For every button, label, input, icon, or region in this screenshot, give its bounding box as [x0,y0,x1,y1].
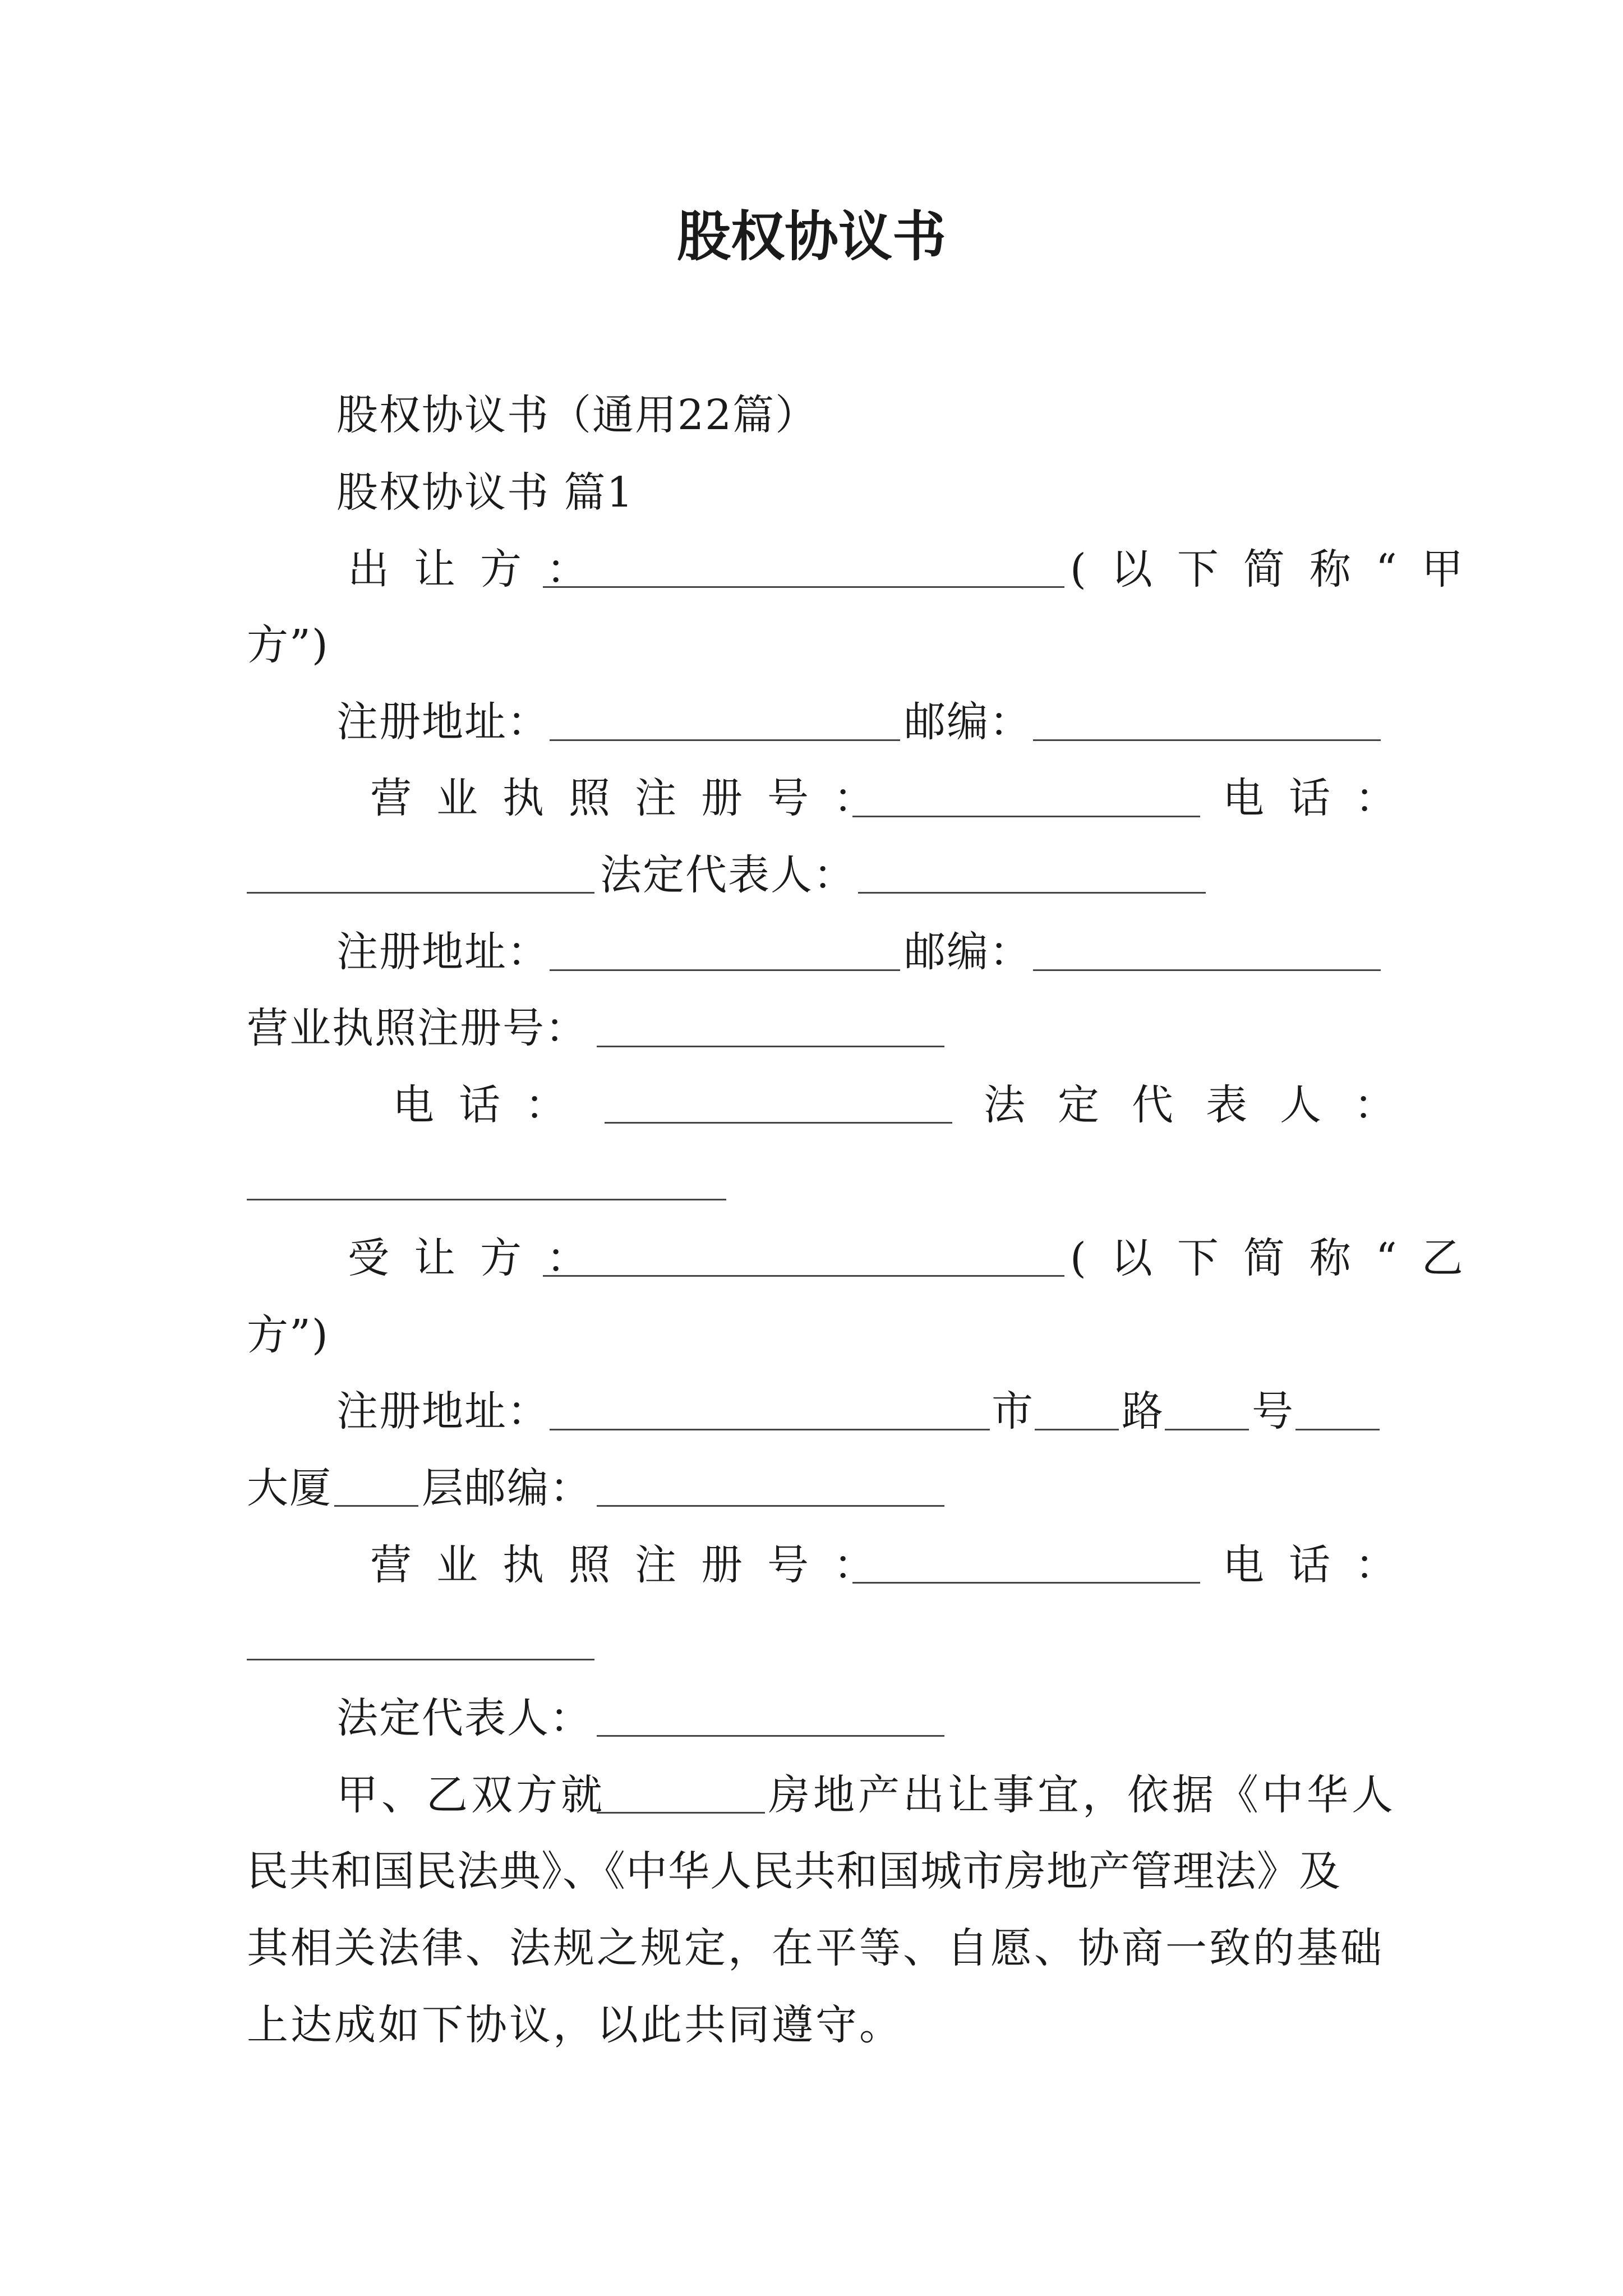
postcode-label: 邮编： [904,698,1032,746]
postcode-label-2: 邮编： [904,928,1032,976]
party-b-note-end: 方”) [247,1311,329,1359]
postcode-blank-2[interactable] [1033,969,1381,971]
address-label-2: 注册地址： [336,928,550,976]
city-label: 市 [992,1387,1034,1435]
paragraph-line-2: 民共和国民法典》、《中华人民共和国城市房地产管理法》及 [247,1847,1341,1895]
city-blank[interactable] [1035,1429,1119,1430]
phone-blank-3[interactable] [247,1659,594,1660]
phone-label-3: 电话： [1223,1541,1421,1589]
phone-blank[interactable] [247,892,594,894]
license-blank-2[interactable] [597,1046,944,1047]
subtitle: 股权协议书（通用22篇） [336,391,818,439]
floor-postcode-label: 层邮编： [422,1464,592,1512]
road-label: 路 [1122,1387,1164,1435]
transferee-blank[interactable] [543,1275,1064,1277]
legal-rep-blank-3[interactable] [597,1735,944,1737]
legal-rep-label: 法定代表人： [600,851,856,899]
party-b-note: (以下简称“乙 [1070,1234,1488,1282]
number-label: 号 [1252,1387,1294,1435]
phone-blank-2[interactable] [605,1122,952,1124]
legal-rep-blank-2[interactable] [247,1199,726,1200]
party-a-note-end: 方”) [247,621,329,669]
property-blank[interactable] [597,1812,765,1814]
license-label-2: 营业执照注册号： [247,1004,588,1052]
address-blank-3[interactable] [550,1429,990,1430]
postcode-blank-3[interactable] [597,1505,944,1507]
legal-rep-label-3: 法定代表人： [336,1694,592,1742]
transferor-blank[interactable] [543,586,1064,588]
transferee-label: 受让方： [348,1234,612,1282]
legal-rep-blank[interactable] [858,892,1206,894]
building-blank[interactable] [334,1505,418,1507]
phone-label-2: 电话： [393,1081,591,1129]
address-blank[interactable] [550,739,900,741]
road-blank[interactable] [1165,1429,1249,1430]
document-title: 股权协议书 [677,205,946,268]
license-label: 营业执照注册号： [370,774,900,822]
section-heading: 股权协议书 篇1 [336,468,634,517]
address-label-3: 注册地址： [336,1387,550,1435]
legal-rep-label-2: 法定代表人： [984,1081,1428,1129]
license-blank-3[interactable] [852,1582,1200,1584]
paragraph-line-1a: 甲、乙双方就 [336,1771,606,1819]
license-label-3: 营业执照注册号： [370,1541,900,1589]
paragraph-line-4: 上达成如下协议，以此共同遵守。 [247,2001,903,2049]
postcode-blank[interactable] [1033,739,1381,741]
address-label: 注册地址： [336,698,550,746]
paragraph-line-1b: 房地产出让事宜，依据《中华人 [768,1771,1396,1819]
license-blank[interactable] [852,816,1200,817]
building-label: 大厦 [247,1464,332,1512]
party-a-note: (以下简称“甲 [1070,545,1488,593]
phone-label: 电话： [1223,774,1421,822]
number-blank[interactable] [1295,1429,1380,1430]
paragraph-line-3: 其相关法律、法规之规定，在平等、自愿、协商一致的基础 [247,1924,1384,1972]
transferor-label: 出让方： [348,545,612,593]
address-blank-2[interactable] [550,969,900,971]
